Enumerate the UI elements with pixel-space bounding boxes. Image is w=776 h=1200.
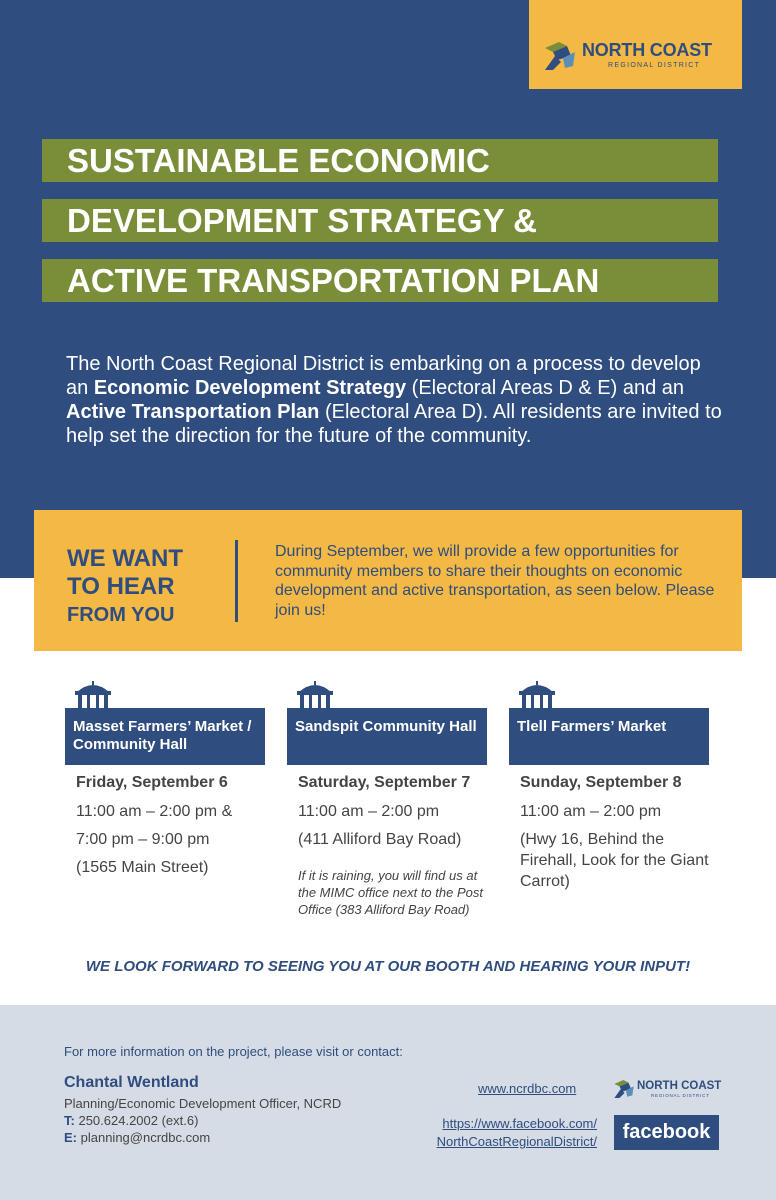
event-date: Saturday, September 7 <box>298 774 471 791</box>
event-rain-note: If it is raining, you will find us at the MIMC office next to the Post Office (383 Alliford Bay Road) <box>298 868 483 917</box>
event-venue: Masset Farmers’ Market / Community Hall <box>65 708 265 765</box>
hear-divider <box>235 540 238 622</box>
contact-email[interactable]: E: planning@ncrdbc.com <box>64 1130 211 1145</box>
gazebo-icon <box>295 680 335 708</box>
event-date: Sunday, September 8 <box>520 774 682 791</box>
event-address: (411 Alliford Bay Road) <box>298 831 462 848</box>
event-address: (1565 Main Street) <box>76 859 209 876</box>
gazebo-icon <box>73 680 113 708</box>
event-time: 11:00 am – 2:00 pm <box>298 803 440 820</box>
intro-bold-active: Active Transportation Plan <box>66 401 320 423</box>
logo-subtitle: REGIONAL DISTRICT <box>608 62 701 69</box>
title-line-1: SUSTAINABLE ECONOMIC <box>42 139 718 182</box>
facebook-page-link[interactable]: https://www.facebook.com/ NorthCoastRegionalDistrict/ <box>436 1116 597 1149</box>
website-link[interactable]: www.ncrdbc.com <box>478 1081 577 1096</box>
event-time-evening: 7:00 pm – 9:00 pm <box>76 831 210 848</box>
intro-bold-economic: Economic Development Strategy <box>93 377 407 399</box>
north-coast-logo-icon <box>614 1080 634 1098</box>
gazebo-icon <box>517 680 557 708</box>
facebook-button[interactable]: facebook <box>614 1115 719 1150</box>
event-time: 11:00 am – 2:00 pm & <box>76 803 233 820</box>
event-venue: Sandspit Community Hall <box>287 708 487 765</box>
contact-title: Planning/Economic Development Officer, NCRD <box>64 1096 342 1111</box>
event-venue: Tlell Farmers’ Market <box>509 708 709 765</box>
logo-title: NORTH COAST <box>582 40 712 60</box>
north-coast-logo-icon <box>545 42 575 70</box>
closing-message: WE LOOK FORWARD TO SEEING YOU AT OUR BOOTH AND HEARING YOUR INPUT! <box>85 958 691 975</box>
footer-logo-subtitle: REGIONAL DISTRICT <box>651 1093 710 1098</box>
title-line-3: ACTIVE TRANSPORTATION PLAN <box>42 259 718 302</box>
title-line-2: DEVELOPMENT STRATEGY & <box>42 199 718 242</box>
footer-logo-title: NORTH COAST <box>637 1080 722 1092</box>
event-date: Friday, September 6 <box>76 774 228 791</box>
intro-paragraph: The North Coast Regional District is embarking on a process to develop an Economic Development Strategy (Electoral Areas D & E) and an Active Transportation Plan (Electoral Area D). All residents are invited to help set the direction for the future of the community. <box>66 353 722 447</box>
event-address: (Hwy 16, Behind the Firehall, Look for the Giant Carrot) <box>520 831 709 890</box>
hear-description: During September, we will provide a few opportunities for community members to share their thoughts on economic development and active transportation, as seen below. Please join us! <box>275 543 715 619</box>
contact-phone: T: 250.624.2002 (ext.6) <box>64 1113 199 1128</box>
contact-name: Chantal Wentland <box>64 1074 199 1091</box>
we-want-to-hear-heading: WE WANT TO HEAR FROM YOU <box>67 545 183 626</box>
more-info-text: For more information on the project, please visit or contact: <box>64 1044 403 1059</box>
event-time: 11:00 am – 2:00 pm <box>520 803 662 820</box>
